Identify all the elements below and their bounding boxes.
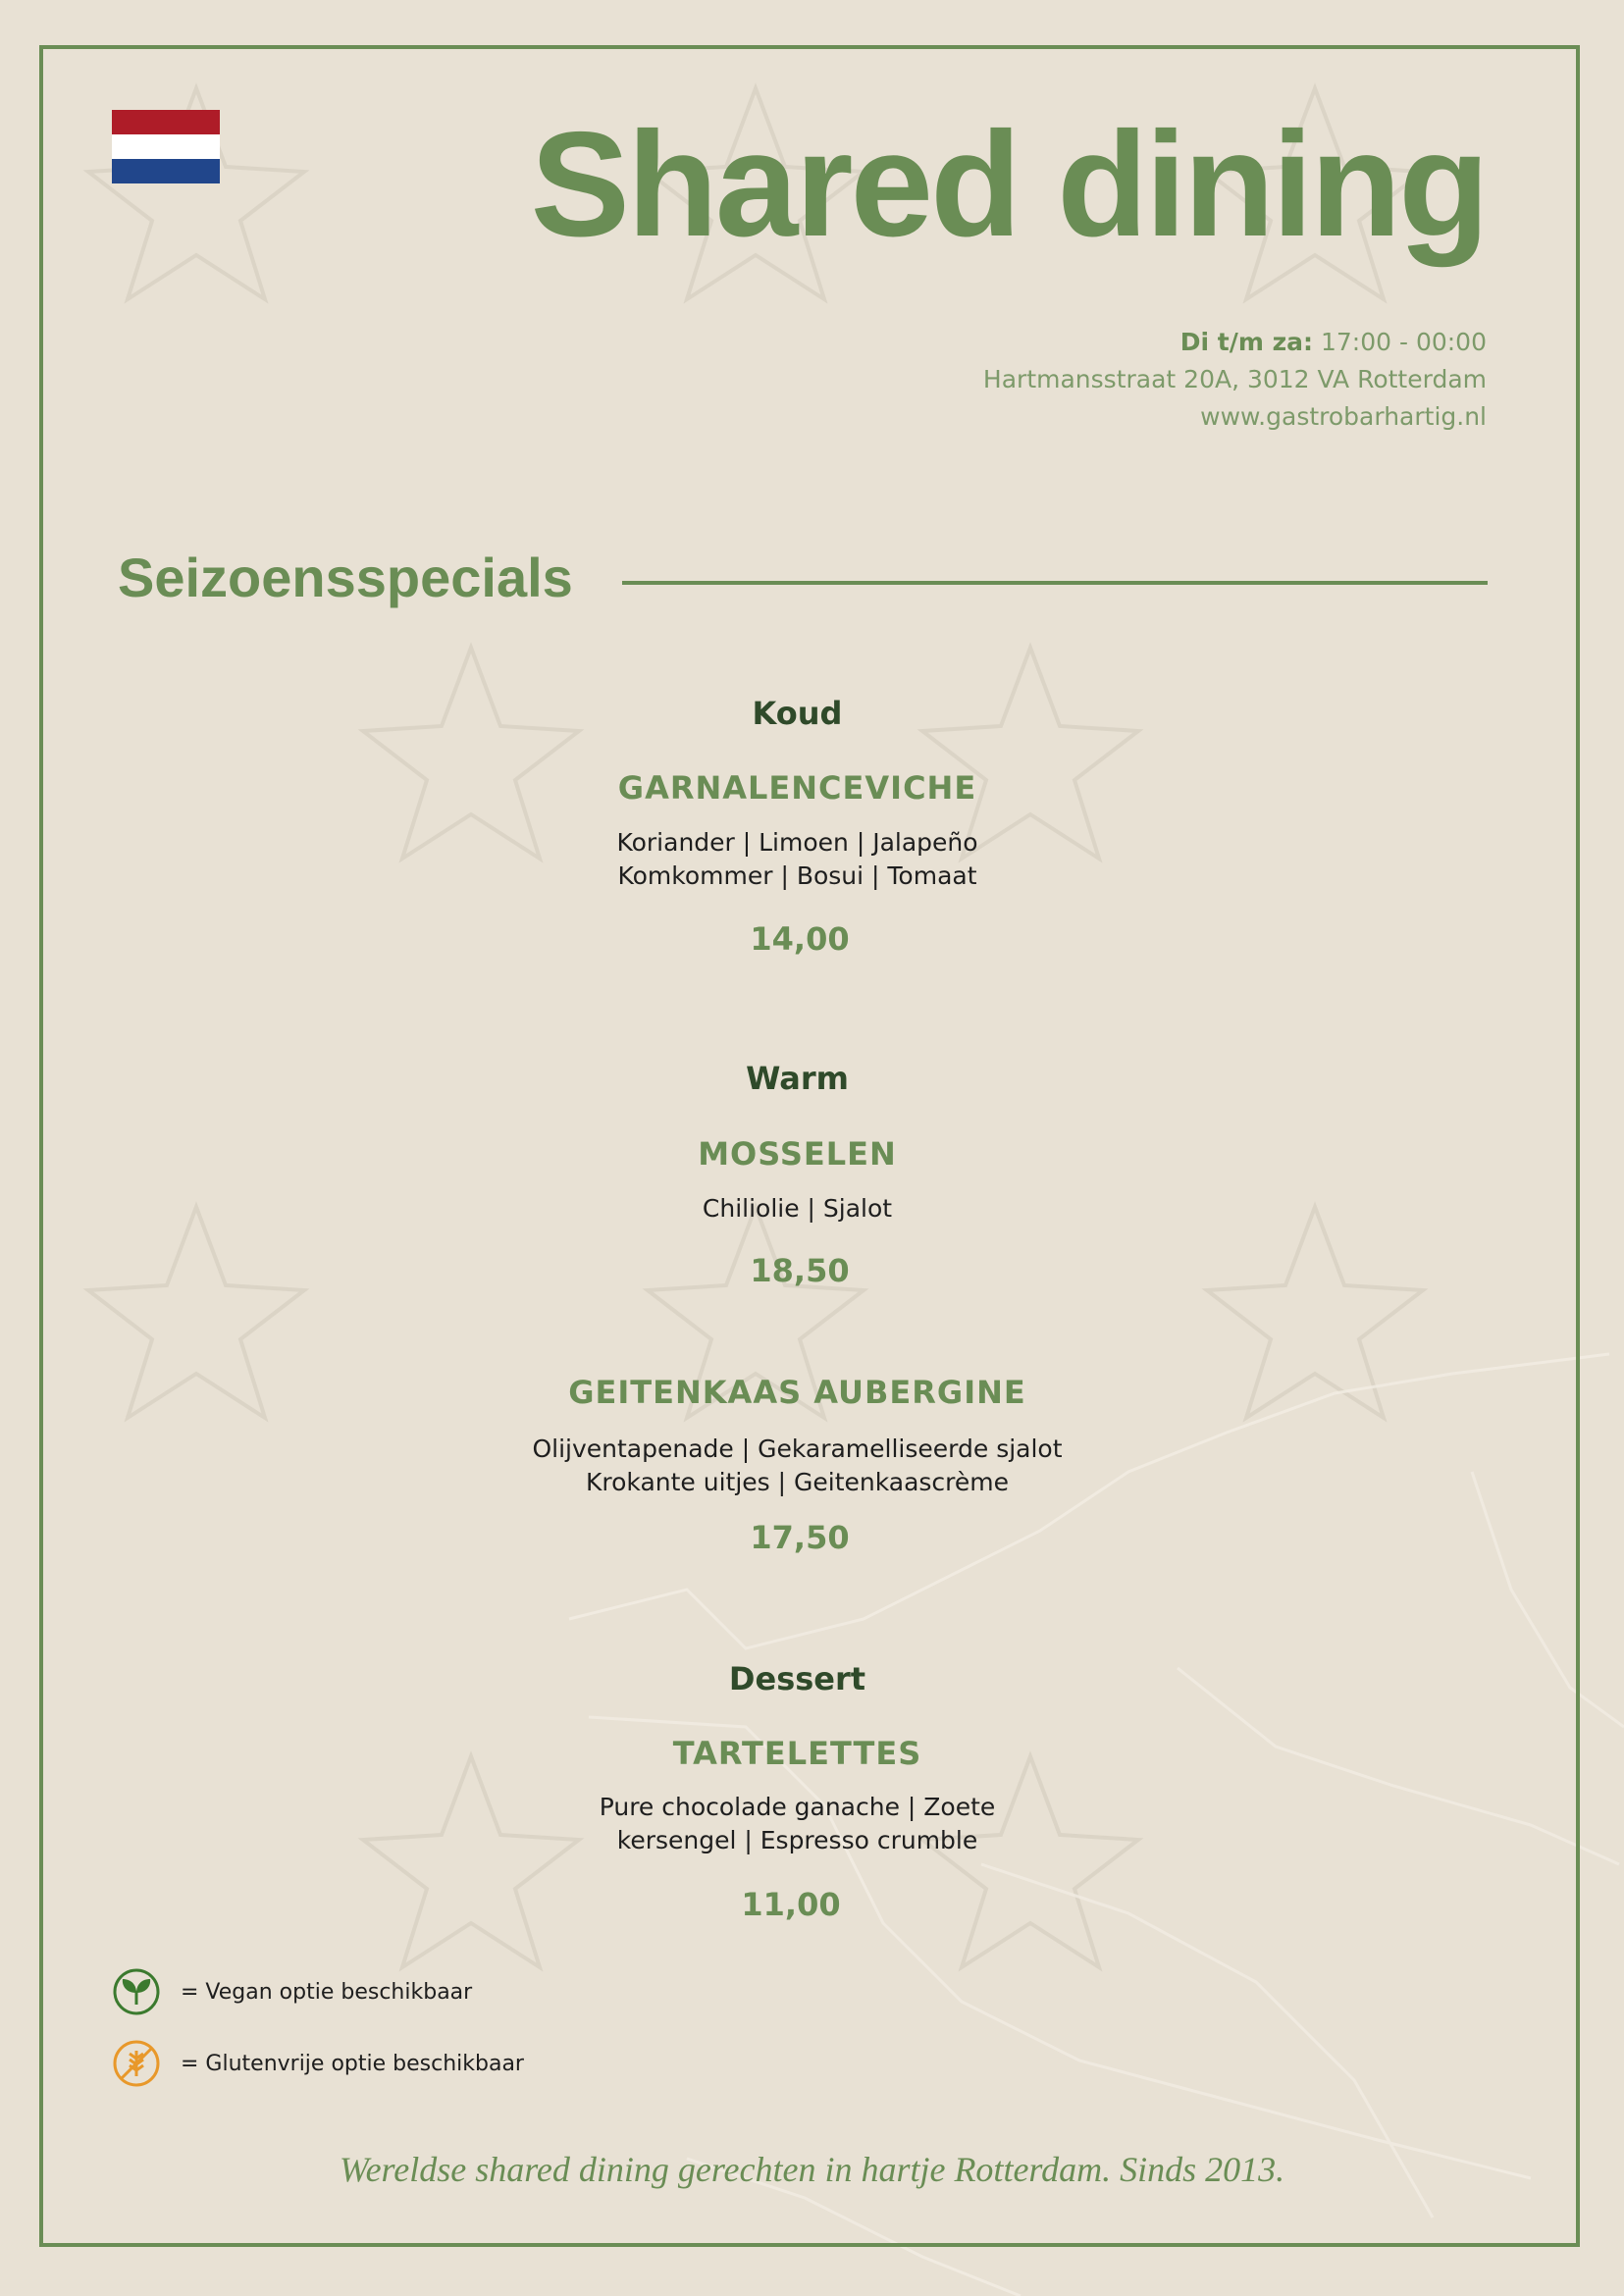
page-title: Shared dining [530,101,1487,268]
legend-gluten-free [112,2039,524,2088]
dish-name: GARNALENCEVICHE [617,769,977,807]
dish-price: 17,50 [750,1519,850,1556]
dish-description [0,1791,1595,1857]
hours-value: 17:00 - 00:00 [1320,328,1487,356]
dish-name: GEITENKAAS AUBERGINE [568,1374,1026,1411]
restaurant-info [983,324,1487,436]
hours-label: Di t/m za: [1179,328,1314,356]
dish-name: MOSSELEN [698,1135,897,1173]
legend-vegan [112,1967,472,2016]
opening-hours [983,324,1487,361]
dish-price: 11,00 [741,1886,841,1923]
vegan-leaf-icon [112,1967,161,2016]
section-title: Seizoensspecials [118,547,573,608]
legend-vegan-text: = Vegan optie beschikbaar [181,1979,473,2005]
dish-description-line: Koriander | Limoen | Jalapeño [616,828,978,857]
dish-description-line: kersengel | Espresso crumble [616,1826,978,1854]
section-divider [622,581,1488,585]
dish-description-line: Pure chocolade ganache | Zoete [599,1793,996,1821]
dish-description-line: Olijventapenade | Gekaramelliseerde sjalot [532,1435,1063,1463]
dish-description [0,1433,1595,1499]
category-heading-dessert: Dessert [728,1660,866,1697]
website-link[interactable]: www.gastrobarhartig.nl [1200,402,1487,431]
dish-description [0,826,1595,893]
address: Hartmansstraat 20A, 3012 VA Rotterdam [982,365,1487,393]
legend-gluten-free-text: = Glutenvrije optie beschikbaar [181,2051,524,2076]
dish-description-line: Chiliolie | Sjalot [702,1194,893,1223]
netherlands-flag-icon [112,110,220,183]
gluten-free-icon [112,2039,161,2088]
dish-price: 14,00 [750,920,850,958]
footer-tagline: Wereldse shared dining gerechten in hartje Rotterdam. Sinds 2013. [339,2150,1285,2189]
dish-description-line: Komkommer | Bosui | Tomaat [617,861,977,890]
dish-name: TARTELETTES [672,1735,922,1772]
category-heading-cold: Koud [752,695,843,732]
dish-description [0,1192,1595,1226]
category-heading-warm: Warm [746,1060,849,1097]
dish-price: 18,50 [750,1252,850,1289]
dish-description-line: Krokante uitjes | Geitenkaascrème [585,1468,1010,1496]
